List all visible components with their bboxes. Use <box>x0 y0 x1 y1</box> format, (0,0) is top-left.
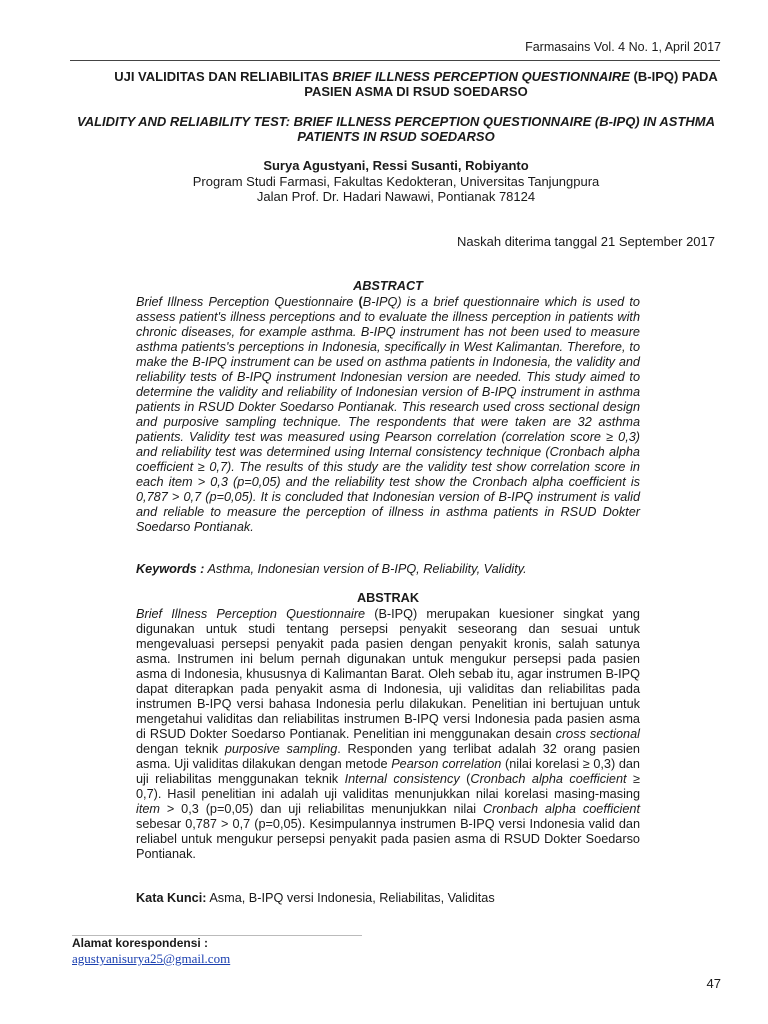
abstrak-s13: item <box>136 802 160 816</box>
kata-kunci-label: Kata Kunci: <box>136 891 207 905</box>
abstract-english <box>136 279 640 535</box>
author-names: Surya Agustyani, Ressi Susanti, Robiyanto <box>263 158 529 173</box>
abstrak-s1: Brief Illness Perception Questionnaire <box>136 607 366 621</box>
abstract-indonesian <box>136 591 640 862</box>
author-affiliation: Program Studi Farmasi, Fakultas Kedokteran, Universitas Tanjungpura <box>192 173 600 189</box>
keywords-indonesian <box>136 891 656 906</box>
kata-kunci-value: Asma, B-IPQ versi Indonesia, Reliabilitas, Validitas <box>206 891 495 905</box>
title-indonesian <box>72 69 720 99</box>
abstrak-s12: ≥ 0,7). Hasil penelitian ini adalah uji validitas menunjukkan nilai korelasi masing-masing <box>136 772 640 801</box>
abstrak-heading: ABSTRAK <box>356 591 420 605</box>
abstrak-s11: Cronbach alpha coefficient <box>470 772 627 786</box>
title-id-italic: BRIEF ILLNESS PERCEPTION QUESTIONNAIRE <box>332 69 630 84</box>
author-address: Jalan Prof. Dr. Hadari Nawawi, Pontianak 78124 <box>256 189 536 204</box>
abstract-en-body <box>136 295 640 535</box>
abstract-heading: ABSTRACT <box>353 279 423 293</box>
journal-header: Farmasains Vol. 4 No. 1, April 2017 <box>525 40 721 54</box>
abstrak-s5: purposive sampling <box>224 742 338 756</box>
keywords-english <box>136 562 656 577</box>
header-rule <box>70 60 720 61</box>
received-date: Naskah diterima tanggal 21 September 2017 <box>457 234 715 249</box>
abstrak-s3: cross sectional <box>555 727 640 741</box>
abstrak-s2: (B-IPQ) merupakan kuesioner singkat yang digunakan untuk studi tentang persepsi penyakit seseorang dan sesuai untuk mengevaluasi persepsi penyakit pada pasien dengan penyakit kronis, salah satunya asma. Instrumen ini belum pernah digunakan untuk mengukur persepsi pada pasien asma di Indonesia, khususnya di Kalimantan Barat. Oleh sebab itu, agar instrumen B-IPQ dapat diterapkan pada penyakit asma di Indonesia, uji validitas dan reliabilitas pada instrumen B-IPQ versi bahasa Indonesia perlu dilakukan. Penelitian ini bertujuan untuk mengetahui validitas dan reliabilitas instrumen B-IPQ versi Indonesia pada pasien asma di RSUD Dokter Soedarso Pontianak. Penelitian ini menggunakan desain <box>136 607 640 741</box>
page-number: 47 <box>706 976 721 991</box>
correspondence-email-link[interactable]: agustyanisurya25@gmail.com <box>72 951 231 966</box>
author-block <box>72 158 720 205</box>
correspondence-label: Alamat korespondensi : <box>72 936 209 950</box>
abstrak-body <box>136 607 640 862</box>
abstrak-s8: (nilai korelasi ≥ 0,3) dan uji reliabilitas menggunakan teknik <box>136 757 640 786</box>
abstract-en-paren: ( <box>358 295 363 309</box>
title-id-part1: UJI VALIDITAS DAN RELIABILITAS <box>114 69 333 84</box>
abstrak-s7: Pearson correlation <box>391 757 502 771</box>
abstrak-s16: sebesar 0,787 > 0,7 (p=0,05). Kesimpulannya instrumen B-IPQ versi Indonesia valid dan reliabel untuk mengukur persepsi penyakit pada pasien asma di RSUD Dokter Soedarso Pontianak. <box>136 817 640 861</box>
abstrak-s14: > 0,3 (p=0,05) dan uji reliabilitas menunjukkan nilai <box>159 802 484 816</box>
abstract-en-text-a: Brief Illness Perception Questionnaire <box>136 295 359 309</box>
abstrak-s9: Internal consistency <box>344 772 460 786</box>
abstract-en-text-c: B-IPQ) is a brief questionnaire which is used to assess patient's illness perceptions and to evaluate the illness perception in patients with chronic diseases, for example asthma. B-IPQ instrument has not been used to measure asthma patients's perceptions in Indonesia, specifically in West Kalimantan. Therefore, to make the B-IPQ instrument can be used on asthma patients in Indonesia, the validity and reliability tests of B-IPQ instrument Indonesian version are needed. This study aimed to determine the validity and reliability of Indonesian version of B-IPQ instrument in asthma patients in RSUD Dokter Soedarso Pontianak. This research used cross sectional design and purposive sampling technique. The respondents that were taken are 32 asthma patients. Validity test was measured using Pearson correlation (correlation score ≥ 0,3) and reliability test was determined using Internal consistency technique (Cronbach alpha coefficient ≥ 0,7). The results of this study are the validity test show correlation score in each item > 0,3 (p=0,05) and the reliability test show the Cronbach alpha coefficient is 0,787 > 0,7 (p=0,05). It is concluded that Indonesian version of B-IPQ instrument is valid and reliable to measure the perception of illness in asthma patients in RSUD Dokter Soedarso Pontianak. <box>136 295 640 534</box>
abstrak-s15: Cronbach alpha coefficient <box>483 802 640 816</box>
abstrak-s6: . Responden yang terlibat adalah 32 orang pasien asma. Uji validitas dilakukan dengan metode <box>136 742 640 771</box>
keywords-value: Asthma, Indonesian version of B-IPQ, Reliability, Validity. <box>204 562 527 576</box>
title-id-part3: (B-IPQ) PADA PASIEN ASMA DI RSUD SOEDARSO <box>304 69 718 99</box>
keywords-label: Keywords : <box>136 562 205 576</box>
abstrak-s4: dengan teknik <box>136 742 225 756</box>
title-english: VALIDITY AND RELIABILITY TEST: BRIEF ILLNESS PERCEPTION QUESTIONNAIRE (B-IPQ) IN ASTHMA PATIENTS IN RSUD SOEDARSO <box>77 114 715 144</box>
correspondence-footnote <box>72 936 230 967</box>
abstrak-s10: ( <box>459 772 471 786</box>
